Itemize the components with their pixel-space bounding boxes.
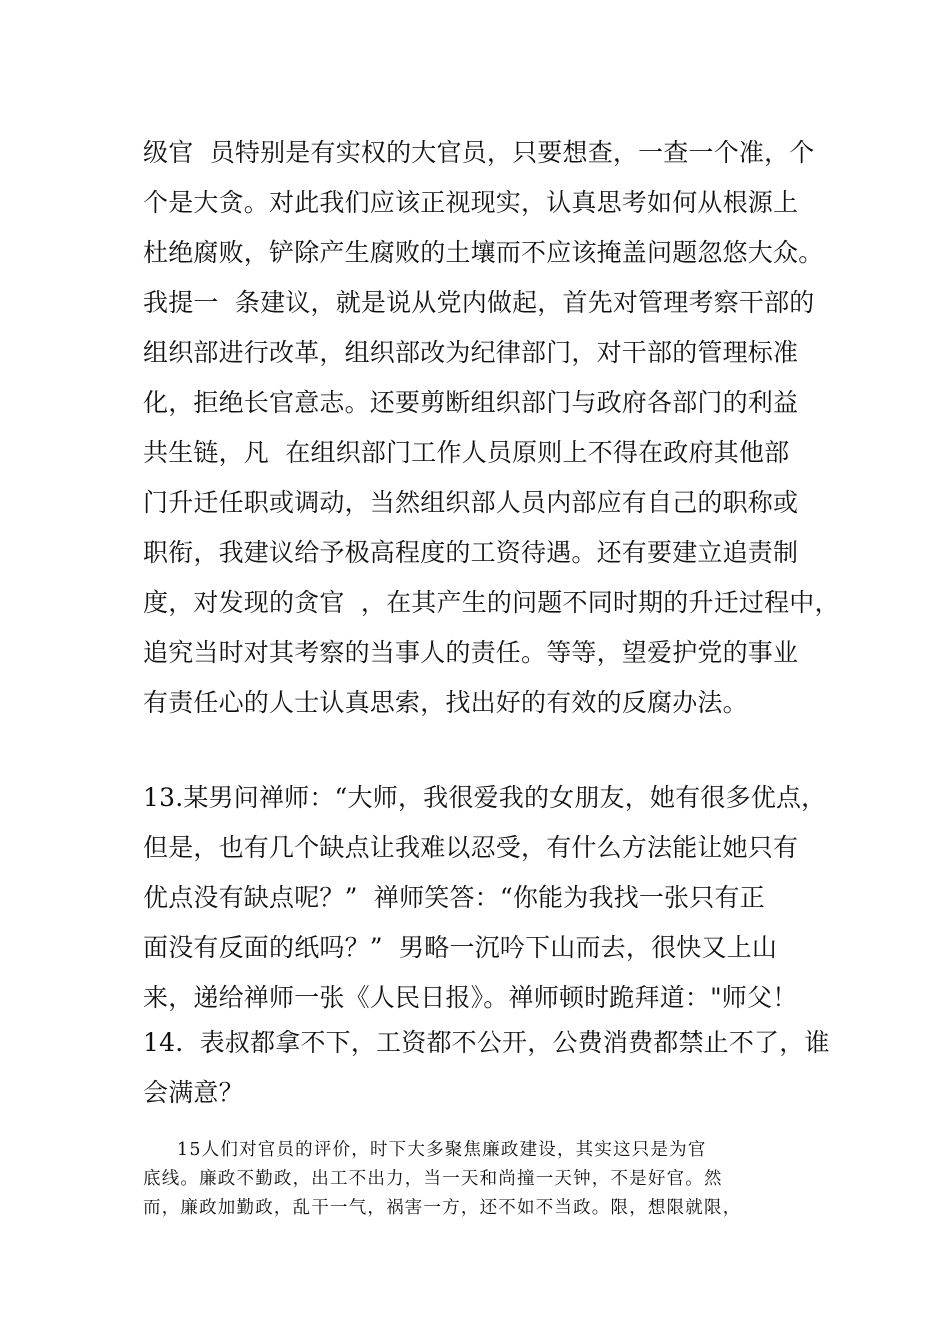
text-line: 追究当时对其考察的当事人的责任。等等，望爱护党的事业	[143, 638, 799, 667]
text-line: 组织部进行改革，组织部改为纪律部门，对干部的管理标准	[143, 338, 799, 367]
text-line: 度，对发现的贪官 ，在其产生的问题不同时期的升迁过程中，	[143, 588, 840, 617]
text-line: 面没有反面的纸吗？” 男略一沉吟下山而去，很快又上山	[143, 933, 778, 962]
text-line: 会满意？	[143, 1078, 244, 1107]
text-line: 个是大贪。对此我们应该正视现实，认真思考如何从根源上	[143, 188, 799, 217]
paragraph-13	[143, 773, 833, 1023]
text-line: 底线。廉政不勤政，出工不出力，当一天和尚撞一天钟，不是好官。然	[143, 1169, 723, 1189]
paragraph-14	[143, 1018, 833, 1118]
text-line: 来，递给禅师一张《人民日报》。禅师顿时跪拜道："师父！	[143, 983, 798, 1012]
paragraph-15	[143, 1136, 833, 1223]
text-line: 化，拒绝长官意志。还要剪断组织部门与政府各部门的利益	[143, 388, 799, 417]
text-line: 而，廉政加勤政，乱干一气，祸害一方，还不如不当政。限，想限就限，	[143, 1198, 742, 1218]
text-line: 职衔，我建议给予极高程度的工资待遇。还有要建立追责制	[143, 538, 799, 567]
text-line: 杜绝腐败，铲除产生腐败的土壤而不应该掩盖问题忽悠大众。	[143, 238, 824, 267]
text-line: 门升迁任职或调动，当然组织部人员内部应有自己的职称或	[143, 488, 799, 517]
text-line: 优点没有缺点呢？” 禅师笑答：“你能为我找一张只有正	[143, 883, 765, 912]
paragraph-anticorruption	[143, 128, 840, 728]
text-line: 级官 员特别是有实权的大官员，只要想查，一查一个准，个	[143, 138, 815, 167]
text-line: 共生链，凡 在组织部门工作人员原则上不得在政府其他部	[143, 438, 790, 467]
text-line: 有责任心的人士认真思索，找出好的有效的反腐办法。	[143, 688, 748, 717]
text-line: 15人们对官员的评价，时下大多聚焦廉政建设，其实这只是为官	[177, 1140, 707, 1160]
text-line: 我提一 条建议，就是说从党内做起，首先对管理考察干部的	[143, 288, 815, 317]
text-line: 14. 表叔都拿不下，工资都不公开，公费消费都禁止不了，谁	[143, 1028, 830, 1057]
text-line: 但是，也有几个缺点让我难以忍受，有什么方法能让她只有	[143, 833, 799, 862]
text-line: 13.某男问禅师：“大师，我很爱我的女朋友，她有很多优点，	[143, 783, 827, 812]
